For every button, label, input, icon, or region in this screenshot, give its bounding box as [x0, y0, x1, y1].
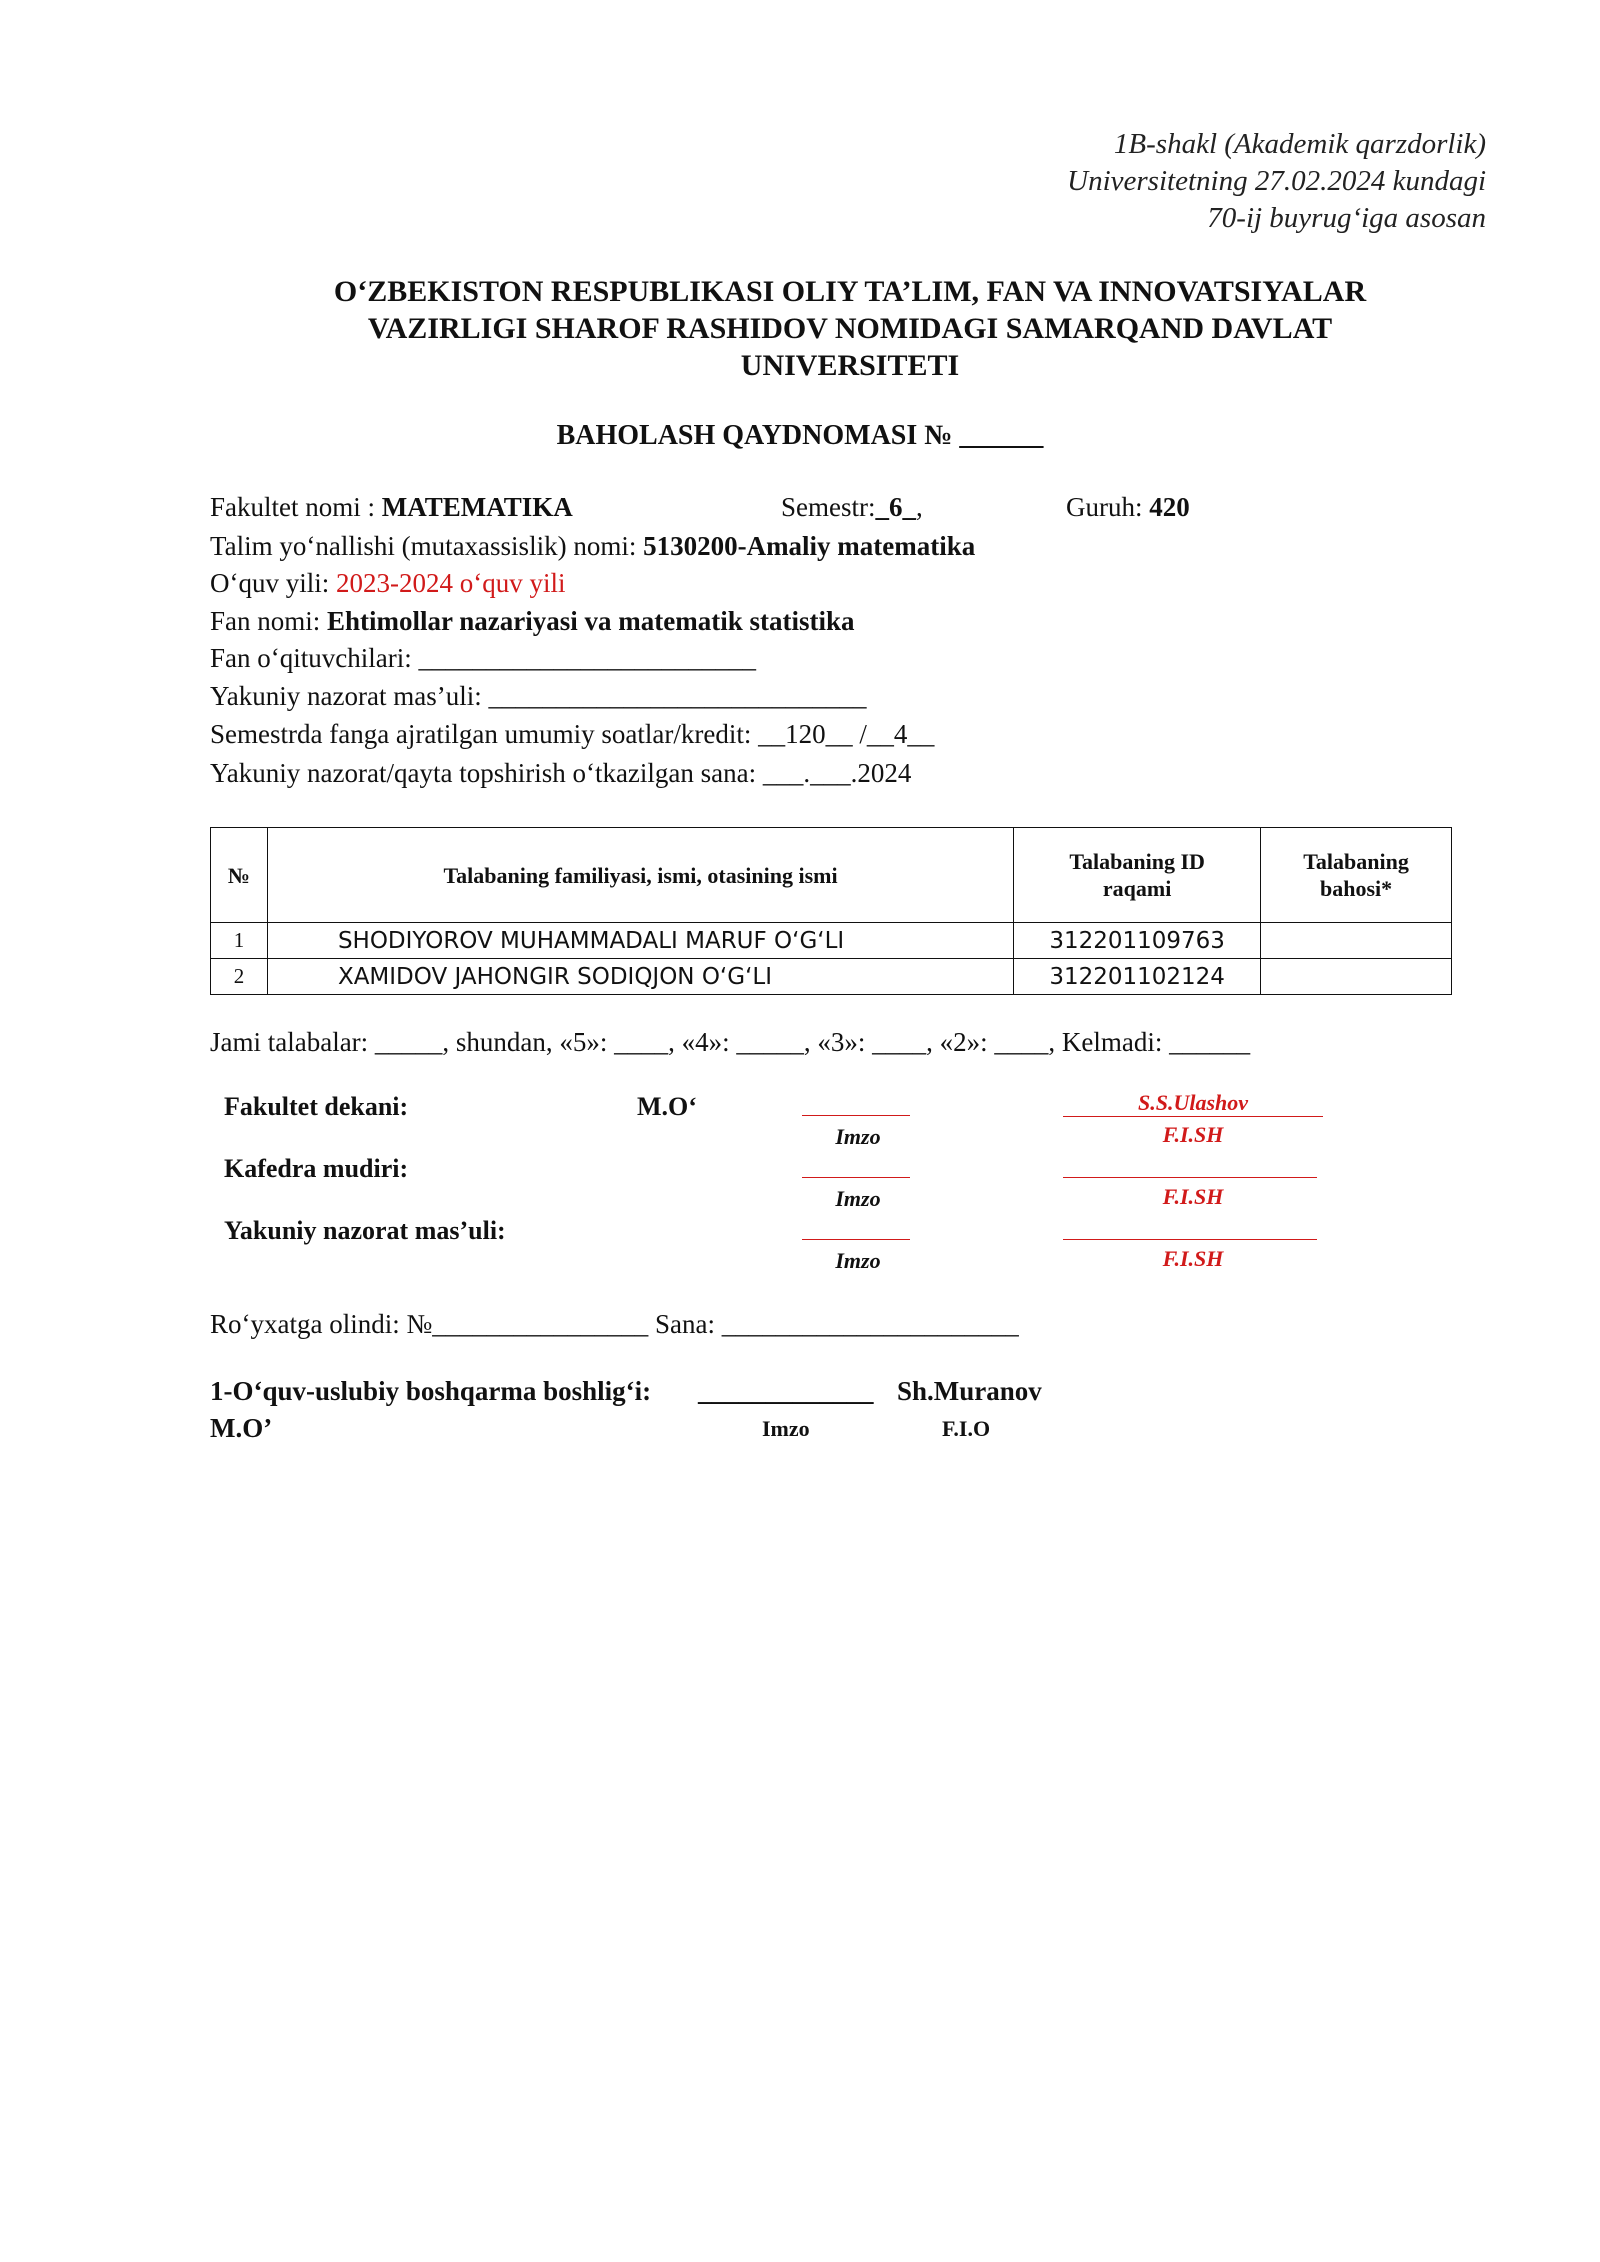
department-head-name-caption: F.I.SH	[1162, 1184, 1224, 1209]
faculty-value: MATEMATIKA	[381, 492, 573, 522]
student-name: XAMIDOV JAHONGIR SODIQJON O‘G‘LI	[267, 959, 1013, 995]
seal-label: M.O‘	[637, 1092, 697, 1121]
methodology-head-signature-line: _____________	[698, 1376, 874, 1406]
final-control-signature-line	[802, 1239, 910, 1240]
subject-line	[210, 604, 855, 638]
order-date-line: Universitetning 27.02.2024 kundagi	[1067, 165, 1486, 197]
form-reference-note	[1067, 126, 1486, 237]
student-id: 312201109763	[1014, 923, 1261, 959]
specialty-value: 5130200-Amaliy matematika	[643, 531, 976, 561]
student-name: SHODIYOROV MUHAMMADALI MARUF O‘G‘LI	[267, 923, 1013, 959]
ministry-heading-line-2: VAZIRLIGI SHAROF RASHIDOV NOMIDAGI SAMARQAND DAVLAT	[367, 312, 1333, 345]
department-head-label: Kafedra mudiri:	[224, 1154, 409, 1183]
header-student-id-line-1: Talabaning ID	[1069, 849, 1205, 874]
student-grade[interactable]	[1261, 959, 1452, 995]
table-row	[211, 959, 1452, 995]
dean-name: S.S.Ulashov	[1063, 1090, 1323, 1117]
department-head-name-line	[1063, 1177, 1317, 1178]
final-control-responsible-line: Yakuniy nazorat mas’uli: ____________________________	[210, 681, 867, 711]
group-label: Guruh:	[1066, 492, 1150, 522]
document-title: BAHOLASH QAYDNOMASI № ______	[556, 420, 1044, 451]
header-student-grade-line-2: bahosi*	[1319, 876, 1393, 901]
exam-date-line: Yakuniy nazorat/qayta topshirish o‘tkazilgan sana: ___.___.2024	[210, 758, 912, 788]
row-number: 1	[211, 923, 268, 959]
final-control-signature-caption: Imzo	[835, 1248, 881, 1273]
academic-year-line	[210, 566, 566, 600]
final-control-name-line	[1063, 1239, 1317, 1240]
subject-label: Fan nomi:	[210, 606, 328, 636]
row-number: 2	[211, 959, 268, 995]
student-grade[interactable]	[1261, 923, 1452, 959]
dean-signature-caption: Imzo	[835, 1124, 881, 1149]
header-student-id-line-2: raqami	[1102, 876, 1172, 901]
results-summary-line: Jami talabalar: _____, shundan, «5»: ____, «4»: _____, «3»: ____, «2»: ____, Kelmadi: ______	[210, 1027, 1251, 1057]
ministry-heading-line-3: UNIVERSITETI	[740, 349, 960, 382]
dean-name-caption: F.I.SH	[1162, 1122, 1224, 1147]
methodology-head-name-caption: F.I.O	[942, 1416, 991, 1441]
table-row	[211, 923, 1452, 959]
registration-line: Ro‘yxatga olindi: №________________ Sana: ______________________	[210, 1309, 1019, 1339]
header-number: №	[211, 828, 268, 923]
methodology-head-label: 1-O‘quv-uslubiy boshqarma boshlig‘i:	[210, 1376, 652, 1406]
final-control-name-caption: F.I.SH	[1162, 1246, 1224, 1271]
group-value: 420	[1149, 492, 1190, 522]
seal-label-footer: M.O’	[210, 1413, 273, 1443]
header-student-grade-line-1: Talabaning	[1303, 849, 1409, 874]
methodology-head-signature-caption: Imzo	[762, 1416, 810, 1441]
hours-credit-line: Semestrda fanga ajratilgan umumiy soatlar/kredit: __120__ /__4__	[210, 719, 935, 749]
teachers-line: Fan o‘qituvchilari: _________________________	[210, 643, 756, 673]
table-header-row	[211, 828, 1452, 923]
department-head-signature-caption: Imzo	[835, 1186, 881, 1211]
semester-tail: ,	[916, 492, 923, 522]
academic-year-label: O‘quv yili:	[210, 568, 336, 598]
department-head-signature-line	[802, 1177, 910, 1178]
form-type-line: 1B-shakl (Akademik qarzdorlik)	[1113, 128, 1486, 160]
dean-label: Fakultet dekani:	[224, 1092, 409, 1121]
semester-value: _6_	[875, 492, 916, 522]
faculty-label: Fakultet nomi :	[210, 492, 382, 522]
final-control-label: Yakuniy nazorat mas’uli:	[224, 1216, 506, 1245]
ministry-heading-line-1: O‘ZBEKISTON RESPUBLIKASI OLIY TA’LIM, FAN VA INNOVATSIYALAR	[333, 275, 1367, 308]
specialty-line	[210, 529, 975, 563]
student-id: 312201102124	[1014, 959, 1261, 995]
subject-value: Ehtimollar nazariyasi va matematik statistika	[327, 606, 855, 636]
semester-label: Semestr:	[781, 492, 876, 522]
dean-signature-line	[802, 1115, 910, 1116]
grades-table	[210, 827, 1452, 995]
group-field	[1066, 490, 1190, 524]
header-student-name: Talabaning familiyasi, ismi, otasining ismi	[267, 828, 1013, 923]
faculty-line	[210, 490, 573, 524]
semester-field	[781, 490, 923, 524]
header-student-grade	[1261, 828, 1452, 923]
specialty-label: Talim yo‘nallishi (mutaxassislik) nomi:	[210, 531, 644, 561]
methodology-head-name: Sh.Muranov	[897, 1376, 1042, 1406]
header-student-id	[1014, 828, 1261, 923]
ministry-heading	[210, 273, 1490, 384]
academic-year-value: 2023-2024 o‘quv yili	[336, 568, 566, 598]
order-number-line: 70-ij buyrug‘iga asosan	[1207, 202, 1486, 234]
